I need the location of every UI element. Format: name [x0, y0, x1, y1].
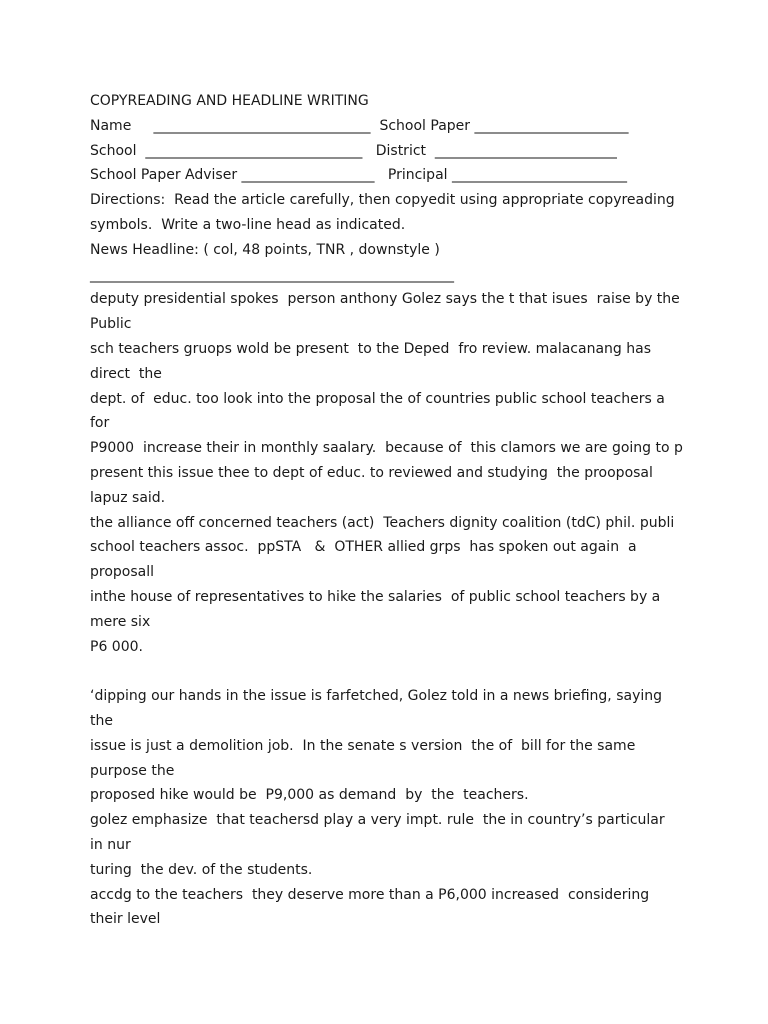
- article-line: present this issue thee to dept of educ. to reviewed and studying the prooposal: [90, 464, 653, 481]
- article-line: mere six: [90, 613, 151, 630]
- article-line: purpose the: [90, 762, 175, 779]
- article-line: for: [90, 415, 110, 432]
- article-line: their level: [90, 911, 161, 928]
- article-line: the alliance off concerned teachers (act) Teachers dignity coalition (tdC) phil. publi: [90, 514, 675, 531]
- article-line: the: [90, 712, 113, 729]
- article-line: turing the dev. of the students.: [90, 861, 313, 878]
- directions-line: symbols. Write a two-line head as indicated.: [90, 216, 406, 233]
- headline-spec: News Headline: ( col, 48 points, TNR , downstyle ): [90, 241, 440, 258]
- article-line: sch teachers gruops wold be present to the Deped fro review. malacanang has: [90, 340, 651, 357]
- article-line: lapuz said.: [90, 489, 166, 506]
- article-line: dept. of educ. too look into the proposal the of countries public school teachers a: [90, 390, 665, 407]
- directions-line: Directions: Read the article carefully, then copyedit using appropriate copyreading: [90, 192, 675, 209]
- article-line: proposed hike would be P9,000 as demand by the teachers.: [90, 787, 529, 804]
- article-line: direct the: [90, 365, 162, 382]
- article-line: issue is just a demolition job. In the senate s version the of bill for the same: [90, 737, 636, 754]
- form-line-school-district: School _______________________________ District __________________________: [90, 142, 617, 159]
- article-line: golez emphasize that teachersd play a very impt. rule the in country’s particular: [90, 812, 665, 829]
- form-line-name-school-paper: Name _______________________________ School Paper ______________________: [90, 117, 629, 134]
- article-line: ‘dipping our hands in the issue is farfetched, Golez told in a news briefing, saying: [90, 688, 663, 705]
- document-title: COPYREADING AND HEADLINE WRITING: [90, 93, 369, 109]
- document-page: [90, 89, 690, 932]
- article-line: P6 000.: [90, 638, 143, 655]
- form-line-adviser-principal: School Paper Adviser ___________________ Principal _________________________: [90, 167, 627, 184]
- article-line: P9000 increase their in monthly saalary. because of this clamors we are going to p: [90, 440, 683, 457]
- article-line: deputy presidential spokes person anthony Golez says the t that isues raise by the: [90, 291, 680, 308]
- article-line: in nur: [90, 836, 131, 853]
- headline-blank: ____________________________________________________: [90, 266, 454, 283]
- article-line: proposall: [90, 564, 155, 581]
- article-line: school teachers assoc. ppSTA & OTHER allied grps has spoken out again a: [90, 539, 637, 556]
- article-line: Public: [90, 316, 132, 333]
- article-line: accdg to the teachers they deserve more than a P6,000 increased considering: [90, 886, 650, 903]
- paragraph-gap: [90, 659, 690, 684]
- article-line: inthe house of representatives to hike the salaries of public school teachers by a: [90, 588, 661, 605]
